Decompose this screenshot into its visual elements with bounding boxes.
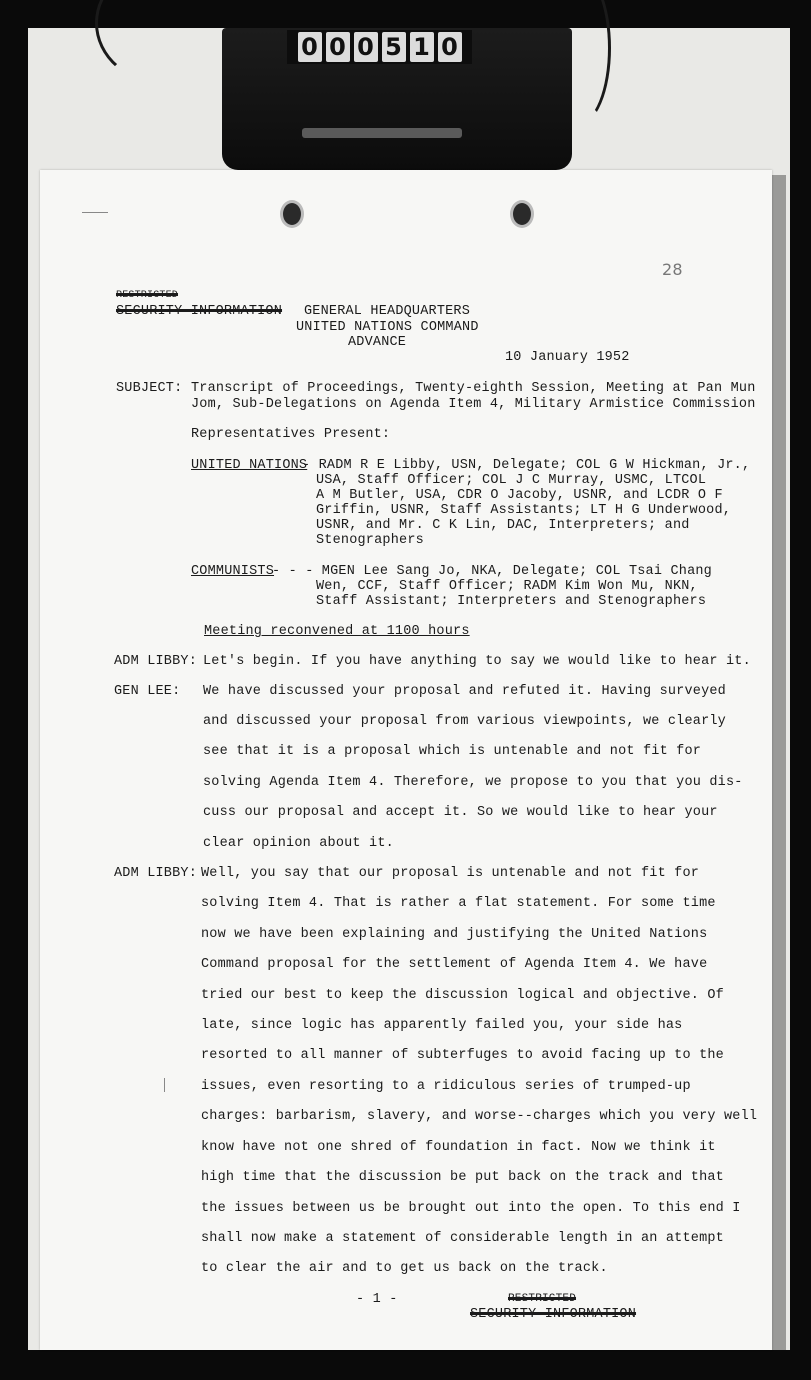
speaker-label: GEN LEE: <box>114 684 181 699</box>
header-line-2: UNITED NATIONS COMMAND <box>296 320 479 335</box>
transcript-line: tried our best to keep the discussion logical and objective. Of <box>201 988 724 1003</box>
counter-digit: 1 <box>410 32 434 62</box>
transcript-line: high time that the discussion be put back on the track and that <box>201 1170 724 1185</box>
transcript-line: resorted to all manner of subterfuges to avoid facing up to the <box>201 1048 724 1063</box>
transcript-line: Command proposal for the settlement of Agenda Item 4. We have <box>201 957 708 972</box>
frame-counter <box>222 28 572 170</box>
un-line: USA, Staff Officer; COL J C Murray, USMC, LTCOL <box>316 473 707 488</box>
speaker-label: ADM LIBBY: <box>114 654 198 669</box>
document-page <box>40 170 772 1350</box>
board-shadow <box>772 175 786 1350</box>
punch-hole <box>280 200 304 228</box>
handwritten-page-number: 28 <box>662 260 683 279</box>
counter-digit: 0 <box>298 32 322 62</box>
transcript-line: Let's begin. If you have anything to say we would like to hear it. <box>203 654 751 669</box>
transcript-line: now we have been explaining and justifying the United Nations <box>201 927 708 942</box>
footer-page-number: - 1 - <box>356 1292 398 1307</box>
un-line: - RADM R E Libby, USN, Delegate; COL G W Hickman, Jr., <box>302 458 751 473</box>
un-line: Stenographers <box>316 533 424 548</box>
speaker-label: ADM LIBBY: <box>114 866 198 881</box>
transcript-line: cuss our proposal and accept it. So we would like to hear your <box>203 805 718 820</box>
transcript-line: to clear the air and to get us back on the track. <box>201 1261 608 1276</box>
counter-slot <box>302 128 462 138</box>
classification-bottom-2: SECURITY INFORMATION <box>470 1307 637 1322</box>
transcript-line: shall now make a statement of considerable length in an attempt <box>201 1231 724 1246</box>
counter-digit: 5 <box>382 32 406 62</box>
transcript-line: know have not one shred of foundation in fact. Now we think it <box>201 1140 716 1155</box>
classification-top-2: SECURITY INFORMATION <box>116 304 283 319</box>
header-line-3: ADVANCE <box>348 335 407 350</box>
counter-digits <box>287 30 472 64</box>
communists-line: Staff Assistant; Interpreters and Stenographers <box>316 594 707 609</box>
transcript-line: Well, you say that our proposal is untenable and not fit for <box>201 866 700 881</box>
counter-digit: 0 <box>354 32 378 62</box>
counter-digit: 0 <box>326 32 350 62</box>
transcript-line: and discussed your proposal from various viewpoints, we clearly <box>203 714 726 729</box>
un-line: USNR, and Mr. C K Lin, DAC, Interpreters; and <box>316 518 690 533</box>
transcript-line: late, since logic has apparently failed you, your side has <box>201 1018 683 1033</box>
counter-digit: 0 <box>438 32 462 62</box>
transcript-line: solving Item 4. That is rather a flat statement. For some time <box>201 896 716 911</box>
meeting-reconvened: Meeting reconvened at 1100 hours <box>204 624 470 639</box>
communists-line: Wen, CCF, Staff Officer; RADM Kim Won Mu, NKN, <box>316 579 698 594</box>
margin-mark <box>82 212 108 213</box>
communists-label: COMMUNISTS <box>191 564 275 579</box>
transcript-line: clear opinion about it. <box>203 836 394 851</box>
communists-line: - - - MGEN Lee Sang Jo, NKA, Delegate; COL Tsai Chang <box>272 564 712 579</box>
un-line: Griffin, USNR, Staff Assistants; LT H G Underwood, <box>316 503 732 518</box>
subject-label: SUBJECT: <box>116 381 183 396</box>
representatives-heading: Representatives Present: <box>191 427 391 442</box>
transcript-line: charges: barbarism, slavery, and worse--charges which you very well <box>201 1109 758 1124</box>
subject-line-1: Transcript of Proceedings, Twenty-eighth Session, Meeting at Pan Mun <box>191 381 756 396</box>
transcript-line: We have discussed your proposal and refuted it. Having surveyed <box>203 684 726 699</box>
header-line-1: GENERAL HEADQUARTERS <box>304 304 471 319</box>
classification-bottom-1: RESTRICTED <box>508 1293 577 1305</box>
un-label: UNITED NATIONS <box>191 458 308 473</box>
transcript-line: see that it is a proposal which is untenable and not fit for <box>203 744 702 759</box>
document-date: 10 January 1952 <box>505 350 630 365</box>
subject-line-2: Jom, Sub-Delegations on Agenda Item 4, Military Armistice Commission <box>191 397 756 412</box>
punch-hole <box>510 200 534 228</box>
un-line: A M Butler, USA, CDR O Jacoby, USNR, and LCDR O F <box>316 488 723 503</box>
classification-top-1: RESTRICTED <box>116 290 179 301</box>
transcript-line: issues, even resorting to a ridiculous series of trumped-up <box>201 1079 691 1094</box>
margin-mark <box>164 1078 165 1092</box>
transcript-line: the issues between us be brought out into the open. To this end I <box>201 1201 741 1216</box>
transcript-line: solving Agenda Item 4. Therefore, we propose to you that you dis- <box>203 775 743 790</box>
